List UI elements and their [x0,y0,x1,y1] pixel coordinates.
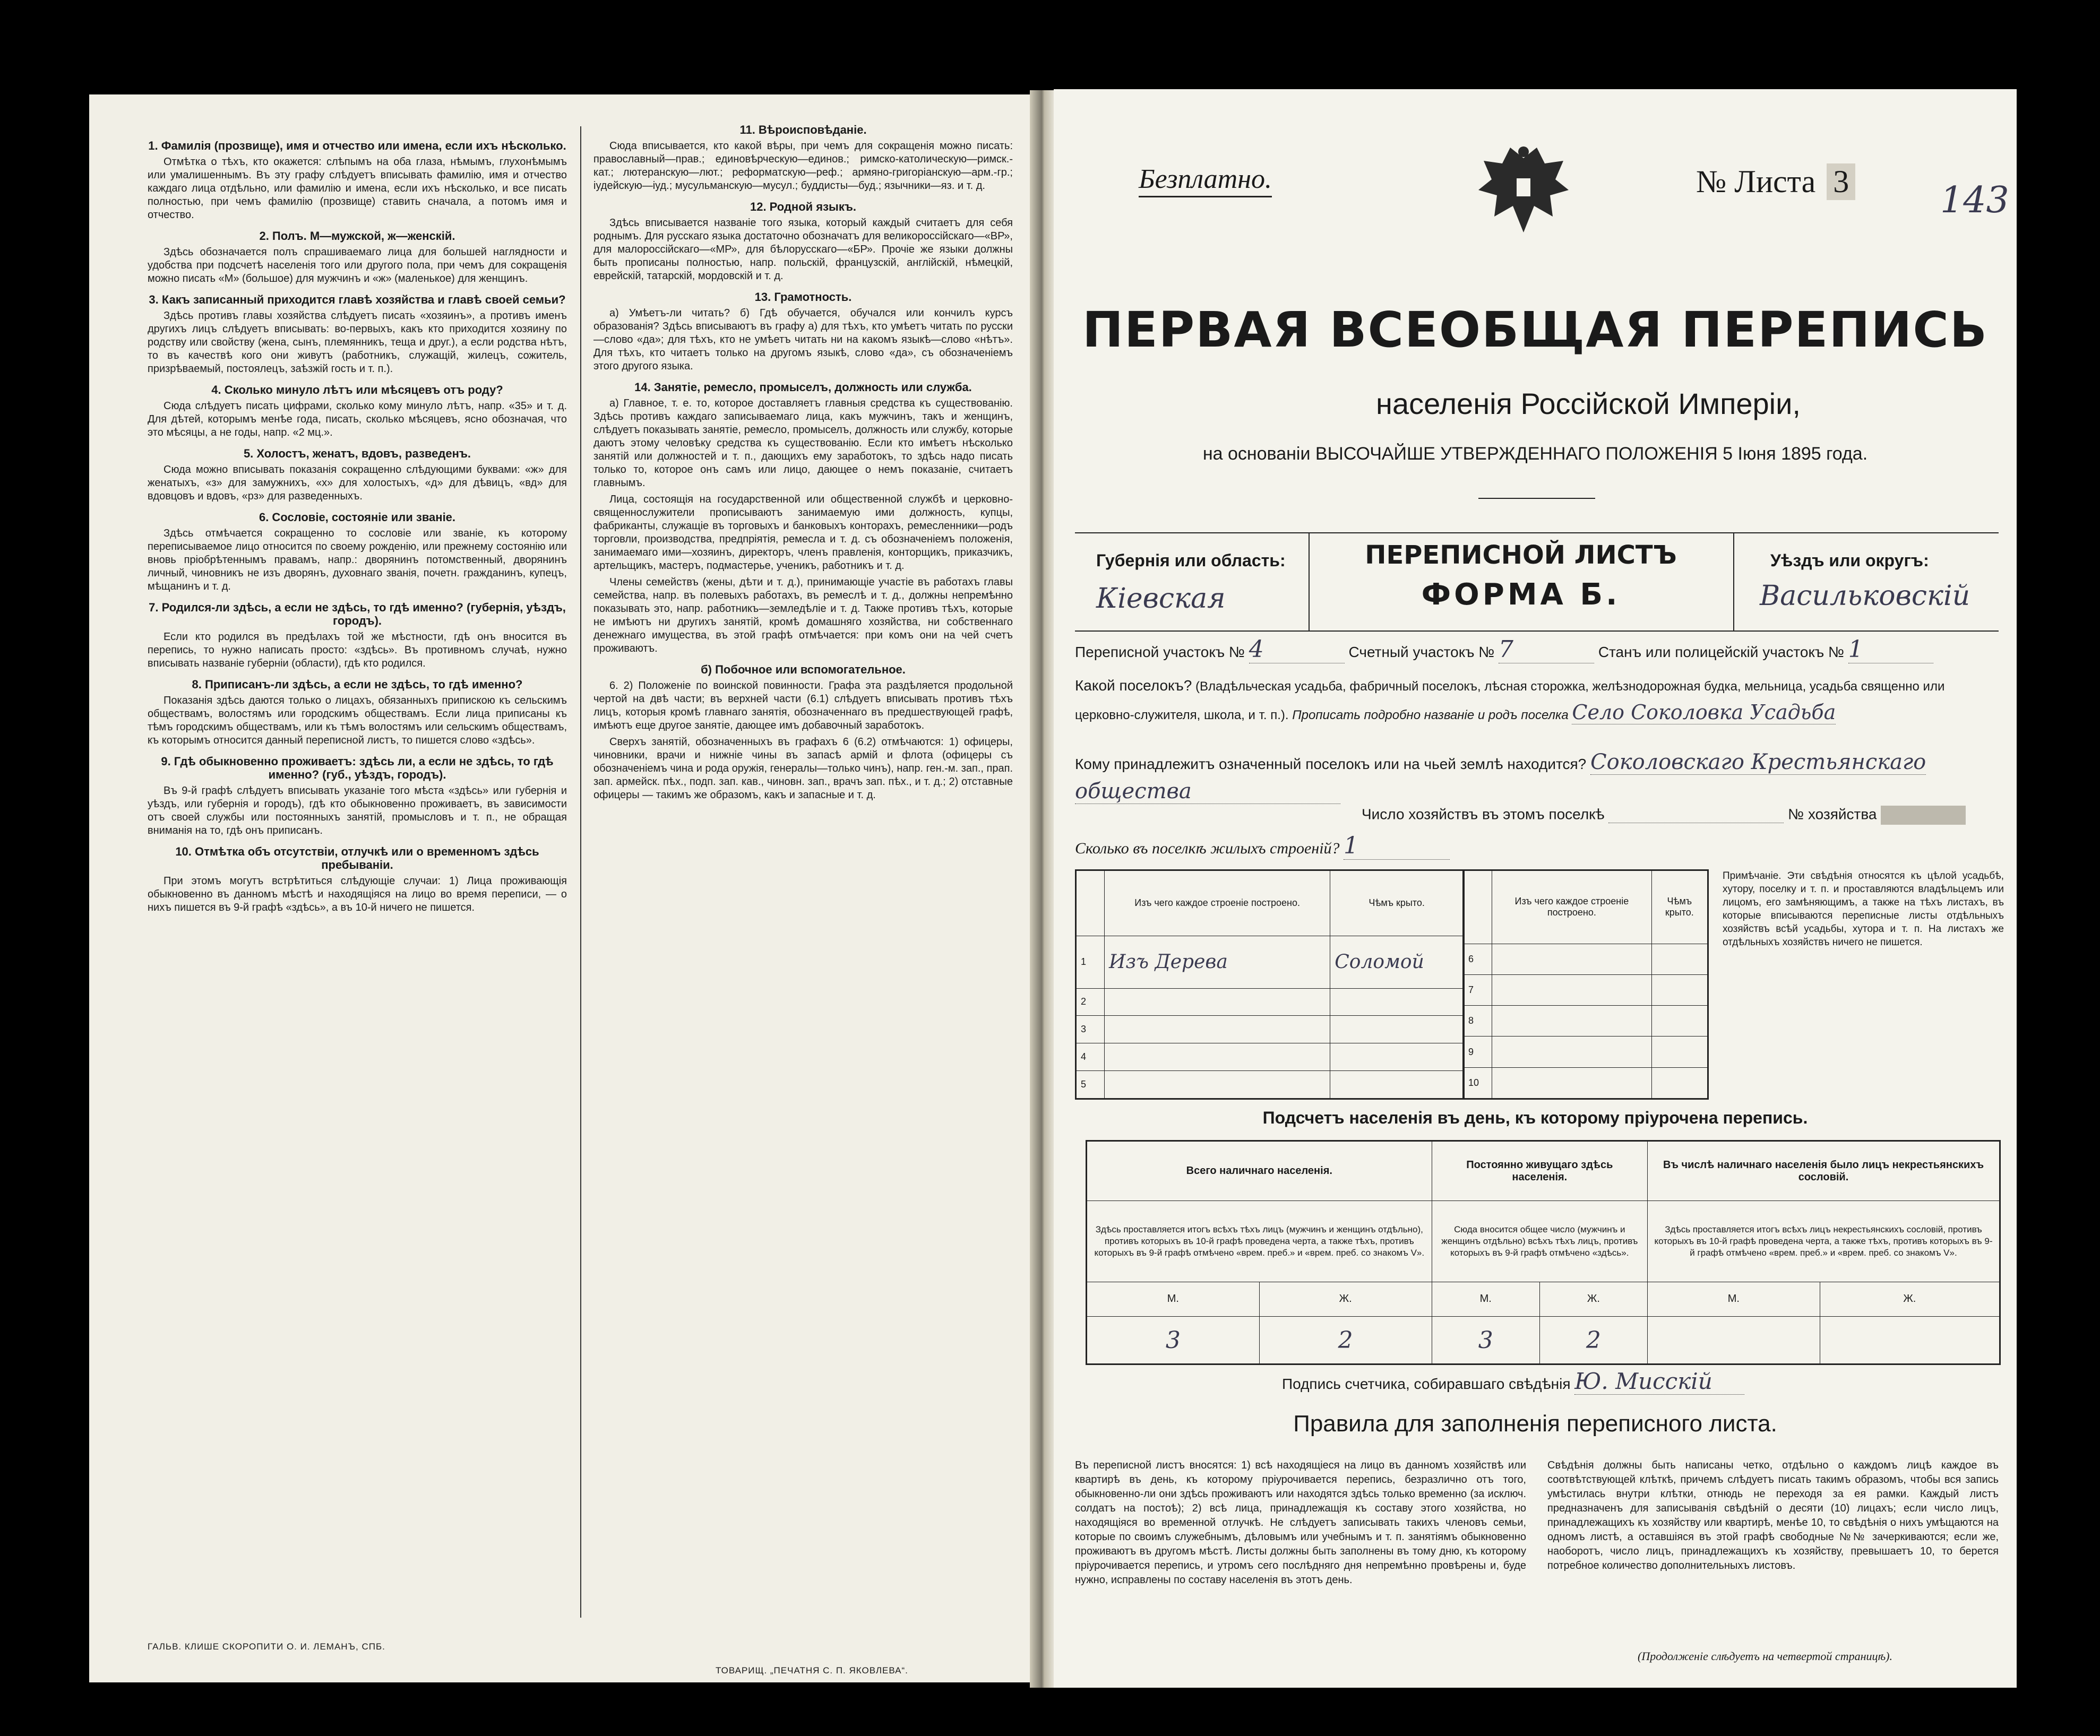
sheet-number-value: 3 [1827,163,1855,200]
signature-label: Подпись счетчика, собиравшаго свѣдѣнія [1282,1376,1571,1392]
household-no-label: № хозяйства [1788,806,1877,823]
owner-value: Соколовскаго Крестьянскаго [1590,750,1926,774]
building-row [1464,1006,1708,1037]
households-label: Число хозяйствъ въ этомъ поселкѣ [1362,806,1605,823]
building-material [1105,1016,1330,1043]
guberniya-value: Кіевская [1096,583,1226,615]
settlement-value: Село Соколовка Усадьба [1572,701,1836,724]
header-box-bottom [1075,631,1999,632]
population-col-header: Всего наличнаго населенія. [1087,1142,1432,1201]
owner-label: Кому принадлежитъ означенный поселокъ или на чьей землѣ находится? [1075,756,1587,772]
male-label: М. [1432,1282,1539,1316]
building-empty-cell [1651,1006,1707,1037]
uezd-value: Васильковскій [1760,580,1970,612]
male-label: М. [1648,1282,1820,1316]
left-page [89,94,1034,1682]
building-roof: Соломой [1330,936,1464,988]
building-material [1105,1043,1330,1071]
form-title-1: ПЕРЕПИСНОЙ ЛИСТЪ [1365,540,1677,570]
signature-value: Ю. Мисскій [1574,1368,1744,1395]
population-table [1086,1140,2001,1365]
female-label: Ж. [1259,1282,1432,1316]
material-col-header-2: Изъ чего каждое строеніе построено. [1492,871,1652,944]
book-spine [1030,90,1056,1688]
instruction-heading: 2. Полъ. М—мужской, ж—женскій. [259,229,455,243]
census-title: ПЕРВАЯ ВСЕОБЩАЯ ПЕРЕПИСЬ [1082,301,1989,358]
instruction-heading: 3. Какъ записанный приходится главѣ хозяйства и главѣ своей семьи? [149,293,566,306]
instruction-text: Здѣсь вписывается названіе того языка, который каждый считаетъ для себя роднымъ. Для русскаго языка достаточно обозначатъ для великороссійскаго—«ВР», для малороссійскаго—«МР», для бѣлорусскаго—«БР». Прочіе же языки должны быть прописаны полностью, напр. польскій, французскій, англійскій, нѣмецкій, еврейскій, татарскій, мордовскій и т. д. [593,217,1013,282]
instruction-heading: 11. Вѣроисповѣданіе. [739,123,867,136]
instruction-heading: 1. Фамилія (прозвище), имя и отчество или имена, если ихъ нѣсколько. [148,139,566,152]
sheet-label-text: № Листа [1696,164,1816,199]
building-num: 1 [1077,936,1105,988]
building-row [1464,1037,1708,1067]
header-divider-2 [1733,532,1734,631]
instruction-text: а) Умѣетъ-ли читать? б) Гдѣ обучается, обучался или кончилъ курсъ образованія? Здѣсь вписываютъ въ графу а) для тѣхъ, кто умѣетъ читать по русски—слово «да»; для тѣхъ, кто не умѣетъ читать ни на какомъ языкѣ—слово «нѣтъ». Для тѣхъ, кто читаетъ только на другомъ языкѣ, слово «да», съ обозначеніемъ этого другого языка. [593,307,1013,372]
left-footer-typography: ТОВАРИЩ. „ПЕЧАТНЯ С. П. ЯКОВЛЕВА“. [716,1665,908,1675]
building-row [1077,1071,1464,1099]
column-divider [580,126,581,1618]
building-row [1464,1067,1708,1098]
archive-folio-number: 143 [1940,179,2009,221]
stan-label: Станъ или полицейскій участокъ № [1598,644,1845,660]
roof-col-header-2: Чѣмъ крыто. [1651,871,1707,944]
sheet-number-label [1696,163,1855,200]
title-divider [1478,498,1595,499]
instructions-column-2 [593,116,1013,805]
instruction-heading: 5. Холостъ, женатъ, вдовъ, разведенъ. [243,447,471,460]
building-empty-cell [1492,1067,1652,1098]
building-roof [1330,988,1464,1016]
building-roof [1330,1071,1464,1099]
instruction-text: Здѣсь отмѣчается сокращенно то сословіе или званіе, къ которому переписываемое лицо относится по своему рожденію, или прежнему состоянію или вновь пріобрѣтеннымъ правамъ, напр.: дворянинъ потомственный, дворянинъ личный, чиновникъ не изъ дворянъ, духовнаго званія, почетн. гражданинъ, купецъ, мѣщанинъ и т. д. [148,528,567,592]
owner-block [1075,747,1999,779]
instruction-heading: 10. Отмѣтка объ отсутствіи, отлучкѣ или о временномъ здѣсь пребываніи. [175,845,539,871]
instruction-heading: 6. Сословіе, состояніе или званіе. [259,511,456,524]
building-num: 5 [1077,1071,1105,1099]
building-empty-cell [1651,1067,1707,1098]
instruction-text: Здѣсь противъ главы хозяйства слѣдуетъ писать «хозяинъ», а противъ именъ другихъ лицъ слѣдуетъ вписывать: во-первыхъ, какъ кто приходится хозяину по родству или свойству (жена, сынъ, племянникъ, теща и друг.), а если родства нѣтъ, то въ качествѣ кого они живутъ (работникъ, служащій, жилецъ, сожитель, призрѣваемый, постоялецъ, заѣзжій гость и т. п.). [148,310,567,375]
male-label: М. [1087,1282,1260,1316]
building-row [1464,944,1708,974]
instruction-text: Сверхъ занятій, обозначенныхъ въ графахъ 6 (6.2) отмѣчаются: 1) офицеры, чиновники, врачи и нижніе чины въ запасѣ армій и флота (офицеры съ обозначеніемъ чина и рода оружія, генералы—только чинъ), напр. ген.-м. зап., прап. зап. армейск. пѣх., подп. зап. кав., чиновн. зап., врачъ зап. пѣх., и т. д.; 2) отставные офицеры — такимъ же образомъ, какъ и запасные и т. д. [593,736,1013,801]
building-row [1464,974,1708,1005]
count-district-label: Счетный участокъ № [1348,644,1495,660]
imperial-eagle-emblem [1473,142,1574,238]
building-num: 10 [1464,1067,1492,1098]
female-count: 2 [1259,1317,1432,1364]
instruction-text: а) Главное, т. е. то, которое доставляетъ главныя средства къ существованію. Здѣсь противъ каждаго записываемаго лица, какъ мужчинъ, такъ и женщинъ, слѣдуетъ показывать занятіе, ремесло, промыселъ, должность или службу, которые даютъ этому человѣку средства къ существованію. Если кто имѣетъ нѣсколько занятій или должностей и т. п., дающихъ ему заработокъ, то здѣсь надо писать только то, которое онъ самъ или лицо, дающее о немъ показаніе, считаетъ главнымъ. [593,398,1013,489]
guberniya-label: Губернія или область: [1096,551,1286,570]
continued-note: (Продолженіе слѣдуетъ на четвертой страницѣ). [1638,1649,1892,1663]
left-footer-printer: ГАЛЬВ. КЛИШЕ СКОРОПИТИ О. И. ЛЕМАНЪ, СПБ. [148,1642,385,1652]
rules-title: Правила для заполненія переписного листа. [1293,1411,1777,1437]
settlement-hint: (Владѣльческая усадьба, фабричный поселокъ, лѣсная сторожка, желѣзнодорожная будка, мельница, усадьба священно или церковно-служителя, школа, и т. п.). [1075,679,1945,722]
signature-row [1282,1368,1744,1395]
rules-column-2: Свѣдѣнія должны быть написаны четко, отдѣльно о каждомъ лицѣ каждое въ соотвѣтствующей клѣткѣ, причемъ слѣдуетъ писать такимъ образомъ, чтобы вся запись умѣстилась внутри клѣтки, отнюдь не переходя за ея рамки. Каждый листъ предназначенъ для записыванія свѣдѣній о десяти (10) лицахъ; если число лицъ, принадлежащихъ къ хозяйству или квартирѣ, менѣе 10, то свѣдѣнія о нихъ умѣщаются на одномъ листѣ, а оставшіяся въ этой графѣ свободные №№ зачеркиваются; если же, наоборотъ, число лицъ, принадлежащихъ къ хозяйству, превышаетъ 10, то берется потребное количество дополнительныхъ листовъ. [1547,1459,1999,1571]
female-count: 2 [1539,1317,1647,1364]
uezd-label: Уѣздъ или округъ: [1770,551,1929,570]
rules-column-1: Въ переписной листъ вносятся: 1) всѣ находящіеся на лицо въ данномъ хозяйствѣ или квартирѣ въ день, къ которому пріурочивается перепись, безразлично отъ того, обыкновенно-ли они здѣсь проживаютъ или находятся здѣсь только временно (за исключ. солдатъ на постоѣ); 2) всѣ лица, принадлежащія къ составу этого хозяйства, но находящіяся во временной отлучкѣ. Не слѣдуетъ записывать такихъ членовъ семьи, которые по своимъ служебнымъ, дѣловымъ или учебнымъ и т. п. занятіямъ обыкновенно проживаютъ въ другомъ мѣстѣ. Листы должны быть заполнены въ тому дню, къ которому пріурочивается перепись, и утромъ сего послѣдняго дня непремѣнно провѣрены и, буде нужно, исправлены по составу населенія въ этотъ день. [1075,1459,1526,1586]
buildings-label: Сколько въ поселкѣ жилыхъ строеній? [1075,840,1340,857]
building-num: 3 [1077,1016,1105,1043]
households-row [1362,806,1966,825]
instruction-heading: 7. Родился-ли здѣсь, а если не здѣсь, то гдѣ именно? (губернія, уѣздъ, городъ). [149,601,566,627]
owner-value-line2: общества [1075,779,1340,804]
household-no-blank [1881,806,1966,825]
building-empty-cell [1492,974,1652,1005]
settlement-instruction: Прописать подробно названіе и родъ поселка [1292,708,1569,722]
settlement-block [1075,673,1999,728]
instruction-text: Члены семействъ (жены, дѣти и т. д.), принимающіе участіе въ работахъ главы семейства, напр. въ полевыхъ работахъ, въ ремеслѣ и т. д., должны непремѣнно показывать это, напр. работникъ—земледѣліе и т. д. Также противъ тѣхъ, которые не имѣютъ ни другихъ занятій, кромѣ домашняго хозяйства, ни собственнаго денежнаго имущества, въ этой графѣ отмѣчается: при комъ они на чей счетъ проживаютъ. [593,576,1013,654]
building-num: 9 [1464,1037,1492,1067]
building-empty-cell [1492,1006,1652,1037]
district-row [1075,636,1933,663]
building-num: 4 [1077,1043,1105,1071]
male-count: 3 [1087,1317,1260,1364]
population-col-desc: Сюда вносится общее число (мужчинъ и женщинъ отдѣльно) всѣхъ тѣхъ лицъ, противъ которыхъ въ 9-й графѣ отмѣчено «здѣсь». [1432,1201,1647,1282]
instruction-text: Показанія здѣсь даются только о лицахъ, обязанныхъ припискою къ сельскимъ обществамъ, волостямъ или городскимъ обществамъ. Если лица приписаны къ тѣмъ городскимъ обществамъ, или къ тѣмъ волостямъ или сельскимъ обществамъ, къ которымъ относится данный переписной листъ, то пишется слово «здѣсь». [148,695,567,746]
buildings-row [1075,832,1450,860]
building-empty-cell [1492,1037,1652,1067]
building-empty-cell [1651,974,1707,1005]
buildings-table-right [1462,869,1709,1100]
form-title-2: ФОРМА Б. [1421,577,1621,612]
instruction-text: Въ 9-й графѣ слѣдуетъ вписывать указаніе того мѣста «здѣсь» или губернія и уѣздъ, или губернія и городъ), гдѣ кто обыкновенно проживаетъ, въ зависимости отъ своей службы или постоянныхъ занятій, промысловъ и т. п., не обращая вниманія на то, гдѣ онъ приписанъ. [148,785,567,836]
instruction-text: При этомъ могутъ встрѣтиться слѣдующіе случаи: 1) Лица проживающія обыкновенно въ данномъ мѣстѣ и находящіяся на лицо во время переписи, — о нихъ пишется въ 9-й графѣ «здѣсь», а въ 10-й ничего не пишется. [148,875,567,913]
building-num: 6 [1464,944,1492,974]
instruction-text: Сюда вписывается, кто какой вѣры, при чемъ для сокращенія можно писать: православный—прав.; единовѣрческую—единов.; римско-католическую—римск.-кат.; лютеранскую—лют.; реформатскую—реф.; армяно-григоріанскую—арм.-гр.; іудейскую—іуд.; мусульманскую—мусул.; буддисты—буд.; язычники—яз. и т. д. [593,140,1013,192]
instruction-text: Сюда слѣдуетъ писать цифрами, сколько кому минуло лѣтъ, напр. «35» и т. д. Для дѣтей, которымъ менѣе года, писать, сколько мѣсяцевъ, ясно обозначая, что это мѣсяцы, а не годы, напр. «2 мц.». [148,400,567,438]
census-subtitle: населенія Россійской Имперіи, [1376,387,1801,420]
instruction-heading: 14. Занятіе, ремесло, промыселъ, должность или служба. [634,381,972,394]
instruction-text: Отмѣтка о тѣхъ, кто окажется: слѣпымъ на оба глаза, нѣмымъ, глухонѣмымъ или умалишеннымъ. Въ эту графу слѣдуетъ вписывать фамилію, имя и отчество каждаго лица отдѣльно, или фамилію и имена, если ихъ нѣсколько, и все писать полностью, при чемъ фамилію (прозвище) ставить сначала, а потомъ имя и отчество. [148,156,567,221]
district-label: Переписной участокъ № [1075,644,1245,660]
building-empty-cell [1492,944,1652,974]
building-row [1077,988,1464,1016]
district-value: 4 [1249,636,1345,663]
instruction-text: Здѣсь обозначается полъ спрашиваемаго лица для большей наглядности и удобства при подсчетѣ населенія того или другого пола, при чемъ для сокращенія можно писать «М» (большое) для мужчинъ и «ж» (маленькое) для женщинъ. [148,246,567,284]
female-label: Ж. [1539,1282,1647,1316]
material-col-header: Изъ чего каждое строеніе построено. [1105,871,1330,936]
population-title: Подсчетъ населенія въ день, къ которому пріурочена перепись. [1262,1108,1808,1127]
building-num: 7 [1464,974,1492,1005]
building-roof [1330,1043,1464,1071]
building-empty-cell [1651,944,1707,974]
building-num: 8 [1464,1006,1492,1037]
building-num: 2 [1077,988,1105,1016]
buildings-note: Примѣчаніе. Эти свѣдѣнія относятся къ цѣлой усадьбѣ, хутору, поселку и т. п. и проставляются владѣльцемъ или лицомъ, его замѣняющимъ, а также на тѣхъ листахъ, въ которые вписываются переписные листы отдѣльныхъ хозяйствъ всѣй усадьбы, хутора и т. п. На листахъ же отдѣльныхъ хозяйствъ ничего не пишется. [1723,870,2004,948]
female-label: Ж. [1820,1282,1999,1316]
building-material [1105,988,1330,1016]
settlement-label: Какой поселокъ? [1075,677,1192,694]
male-count [1648,1317,1820,1364]
instructions-column-1 [148,132,567,918]
instruction-text: Если кто родился въ предѣлахъ той же мѣстности, гдѣ онъ вносится въ перепись, то нужно написать просто: «здѣсь». Въ противномъ случаѣ, нужно вписывать названіе губерніи (области), гдѣ кто родился. [148,631,567,669]
building-material [1105,1071,1330,1099]
buildings-value: 1 [1344,832,1450,860]
census-basis: на основаніи ВЫСОЧАЙШЕ УТВЕРЖДЕННАГО ПОЛОЖЕНІЯ 5 Іюня 1895 года. [1202,444,1868,464]
header-box-top [1075,532,1999,533]
instruction-heading: 4. Сколько минуло лѣтъ или мѣсяцевъ отъ роду? [211,383,503,396]
building-row [1077,1043,1464,1071]
male-count: 3 [1432,1317,1539,1364]
roof-col-header: Чѣмъ крыто. [1330,871,1464,936]
building-material: Изъ Дерева [1105,936,1330,988]
population-col-desc: Здѣсь проставляется итогъ всѣхъ тѣхъ лицъ (мужчинъ и женщинъ отдѣльно), противъ которыхъ въ 10-й графѣ проведена черта, а также тѣхъ, противъ которыхъ въ 9-й графѣ отмѣчено «врем. преб.» и «врем. преб. со знакомъ V». [1087,1201,1432,1282]
households-blank [1608,806,1784,823]
building-roof [1330,1016,1464,1043]
female-count [1820,1317,1999,1364]
population-col-header: Въ числѣ наличнаго населенія было лицъ некрестьянскихъ сословій. [1648,1142,2000,1201]
count-district-value: 7 [1499,636,1594,663]
building-empty-cell [1651,1037,1707,1067]
instruction-text: Лица, состоящія на государственной или общественной службѣ и церковно-священнослужители прописываютъ занимаемую ими должность, купцы, фабриканты, служащіе въ торговыхъ и банковыхъ конторахъ, ремесленники—родъ торговли, производства, предпріятія, ремесла и т. д. съ обозначеніемъ положенія, занимаемаго ими—хозяинъ, директоръ, членъ правленія, конторщикъ, приказчикъ, артельщикъ, мастеръ, подмастерье, ученикъ, работникъ и т. д. [593,494,1013,572]
instruction-heading: 12. Родной языкъ. [750,200,857,213]
population-col-header: Постоянно живущаго здѣсь населенія. [1432,1142,1647,1201]
instruction-text: 6. 2) Положеніе по воинской повинности. Графа эта раздѣляется продольной чертой на двѣ части; въ верхней части (6.1) слѣдуетъ вписывать противъ тѣхъ лицъ, которыя кромѣ главнаго занятія, обозначеннаго въ предшествующей графѣ, имѣютъ еще другое занятіе, дающее имъ добавочный заработокъ. [593,680,1013,731]
stan-value: 1 [1848,636,1933,663]
instruction-heading: 13. Грамотность. [754,290,852,304]
instruction-heading: 8. Приписанъ-ли здѣсь, а если не здѣсь, то гдѣ именно? [192,678,523,691]
population-col-desc: Здѣсь проставляется итогъ всѣхъ лицъ некрестьянскихъ сословій, противъ которыхъ въ 10-й графѣ проведена черта, а также тѣхъ, противъ которыхъ въ 9-й графѣ отмѣчено «врем. преб.» и «врем. преб. со знакомъ V». [1648,1201,2000,1282]
instruction-heading: 9. Гдѣ обыкновенно проживаетъ: здѣсь ли, а если не здѣсь, то гдѣ именно? (губ., уѣздъ, городъ). [161,755,554,781]
instruction-text: Сюда можно вписывать показанія сокращенно слѣдующими буквами: «ж» для женатыхъ, «з» для замужнихъ, «х» для холостыхъ, «д» для дѣвицъ, «вд» для вдовцовъ и вдовъ, «рз» для разведенныхъ. [148,464,567,502]
instruction-heading: б) Побочное или вспомогательное. [701,663,906,676]
building-row [1077,936,1464,988]
census-form-page [1054,89,2017,1688]
building-row [1077,1016,1464,1043]
buildings-table-left [1075,869,1465,1100]
free-label: Безплатно. [1139,163,1272,197]
